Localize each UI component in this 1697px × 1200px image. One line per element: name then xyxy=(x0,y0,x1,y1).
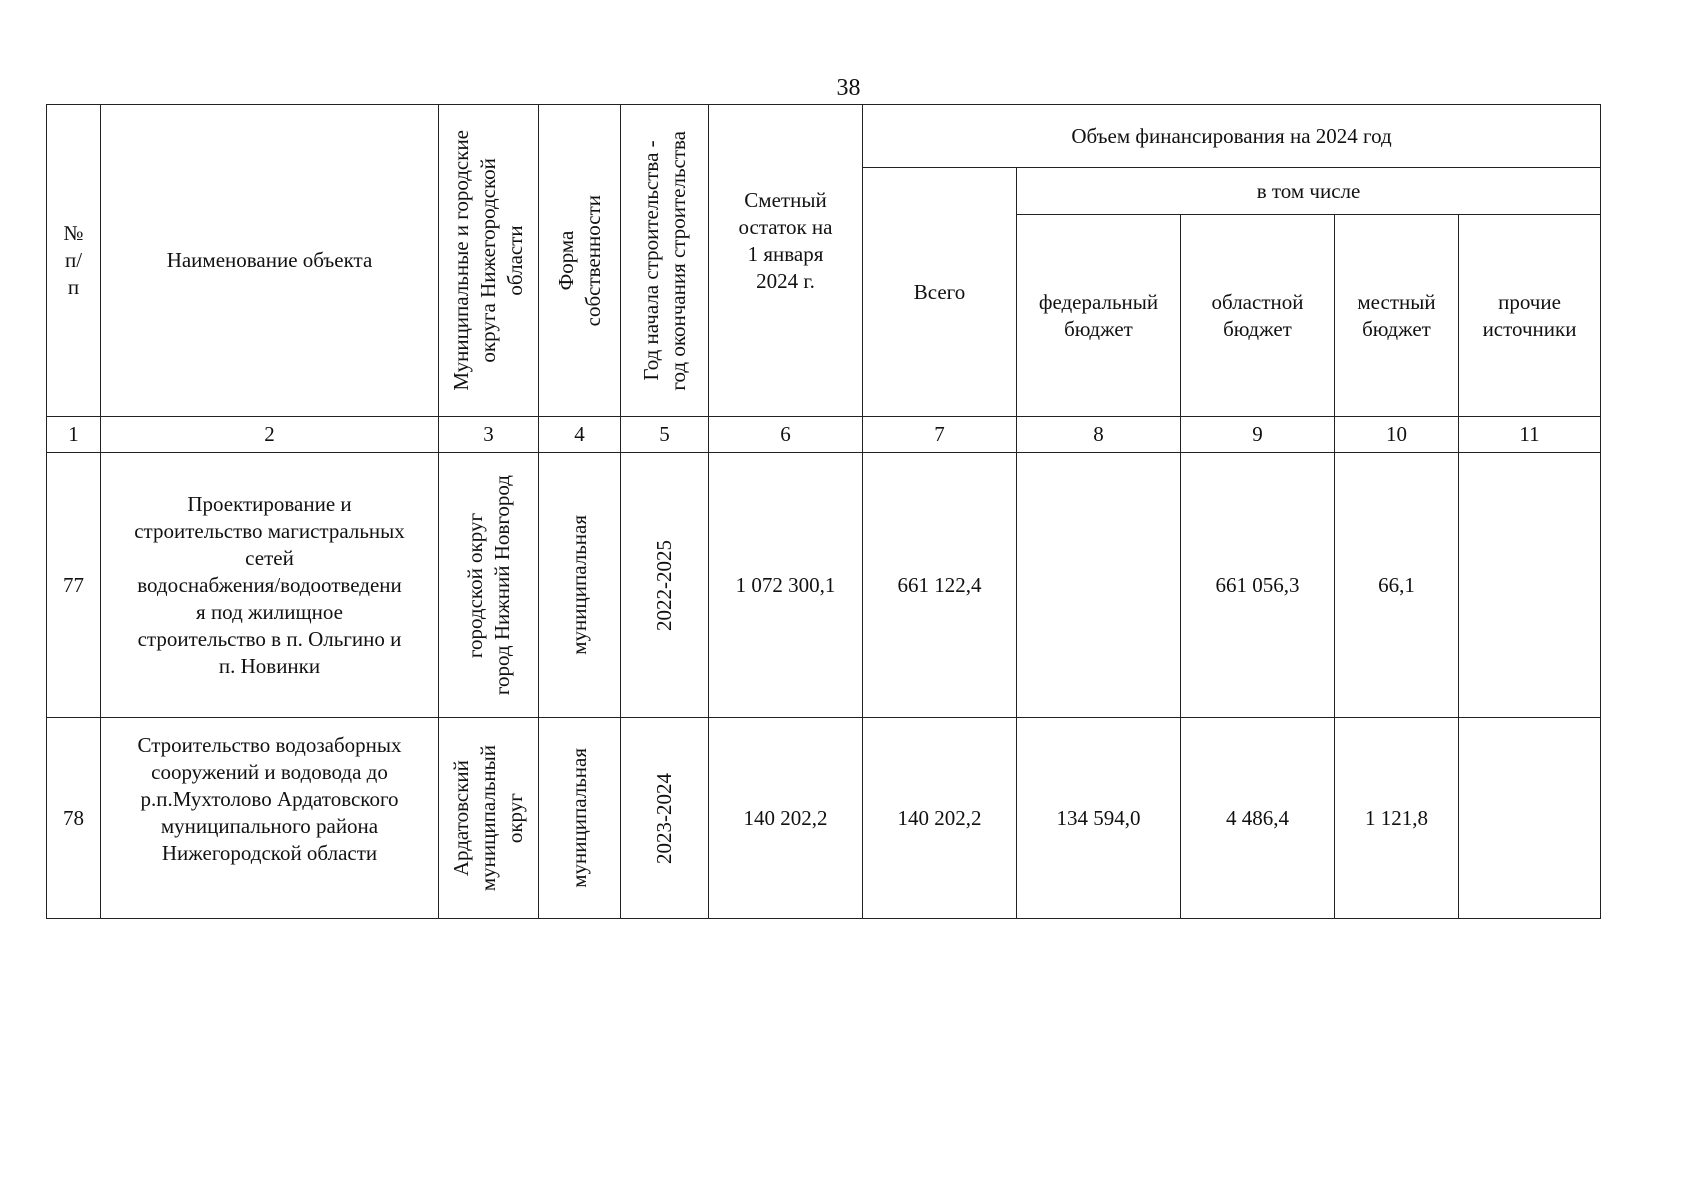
ownership: муниципальная xyxy=(539,718,621,919)
local-budget: 1 121,8 xyxy=(1335,718,1459,919)
federal-budget xyxy=(1017,453,1181,718)
capital-construction-table xyxy=(46,104,1601,919)
table-row xyxy=(47,453,1601,718)
column-number: 2 xyxy=(101,417,439,453)
other-sources xyxy=(1459,718,1601,919)
header-ownership: Форма собственности xyxy=(539,105,621,417)
financing-total: 140 202,2 xyxy=(863,718,1017,919)
column-number: 10 xyxy=(1335,417,1459,453)
header-object-name: Наименование объекта xyxy=(101,105,439,417)
financing-total: 661 122,4 xyxy=(863,453,1017,718)
column-number: 7 xyxy=(863,417,1017,453)
other-sources xyxy=(1459,453,1601,718)
regional-budget: 4 486,4 xyxy=(1181,718,1335,919)
header-other-sources: прочие источники xyxy=(1459,215,1601,417)
regional-budget: 661 056,3 xyxy=(1181,453,1335,718)
object-name: Проектирование и строительство магистральных сетей водоснабжения/водоотведени я под жилищное строительство в п. Ольгино и п. Новинки xyxy=(101,453,439,718)
header-estimated-balance: Сметный остаток на 1 января 2024 г. xyxy=(709,105,863,417)
ownership: муниципальная xyxy=(539,453,621,718)
column-number: 9 xyxy=(1181,417,1335,453)
municipality: Ардатовский муниципальный округ xyxy=(439,718,539,919)
header-local-budget: местный бюджет xyxy=(1335,215,1459,417)
federal-budget: 134 594,0 xyxy=(1017,718,1181,919)
column-number: 1 xyxy=(47,417,101,453)
header-number: № п/ п xyxy=(47,105,101,417)
column-number: 3 xyxy=(439,417,539,453)
header-including: в том числе xyxy=(1017,168,1601,215)
column-number: 11 xyxy=(1459,417,1601,453)
column-number: 8 xyxy=(1017,417,1181,453)
header-financing-2024: Объем финансирования на 2024 год xyxy=(863,105,1601,168)
column-number: 4 xyxy=(539,417,621,453)
municipality: городской округ город Нижний Новгород xyxy=(439,453,539,718)
header-regional-budget: областной бюджет xyxy=(1181,215,1335,417)
local-budget: 66,1 xyxy=(1335,453,1459,718)
column-numbers-row xyxy=(47,417,1601,453)
header-construction-years: Год начала строительства - год окончания строительства xyxy=(621,105,709,417)
header-federal-budget: федеральный бюджет xyxy=(1017,215,1181,417)
column-number: 5 xyxy=(621,417,709,453)
table-row xyxy=(47,718,1601,919)
row-number: 78 xyxy=(47,718,101,919)
construction-years: 2022-2025 xyxy=(621,453,709,718)
row-number: 77 xyxy=(47,453,101,718)
object-name: Строительство водозаборных сооружений и водовода до р.п.Мухтолово Ардатовского муниципального района Нижегородской области xyxy=(101,718,439,919)
estimated-balance: 1 072 300,1 xyxy=(709,453,863,718)
column-number: 6 xyxy=(709,417,863,453)
estimated-balance: 140 202,2 xyxy=(709,718,863,919)
header-municipality: Муниципальные и городские округа Нижегородской области xyxy=(439,105,539,417)
header-total: Всего xyxy=(863,168,1017,417)
page-number: 38 xyxy=(836,75,861,101)
construction-years: 2023-2024 xyxy=(621,718,709,919)
